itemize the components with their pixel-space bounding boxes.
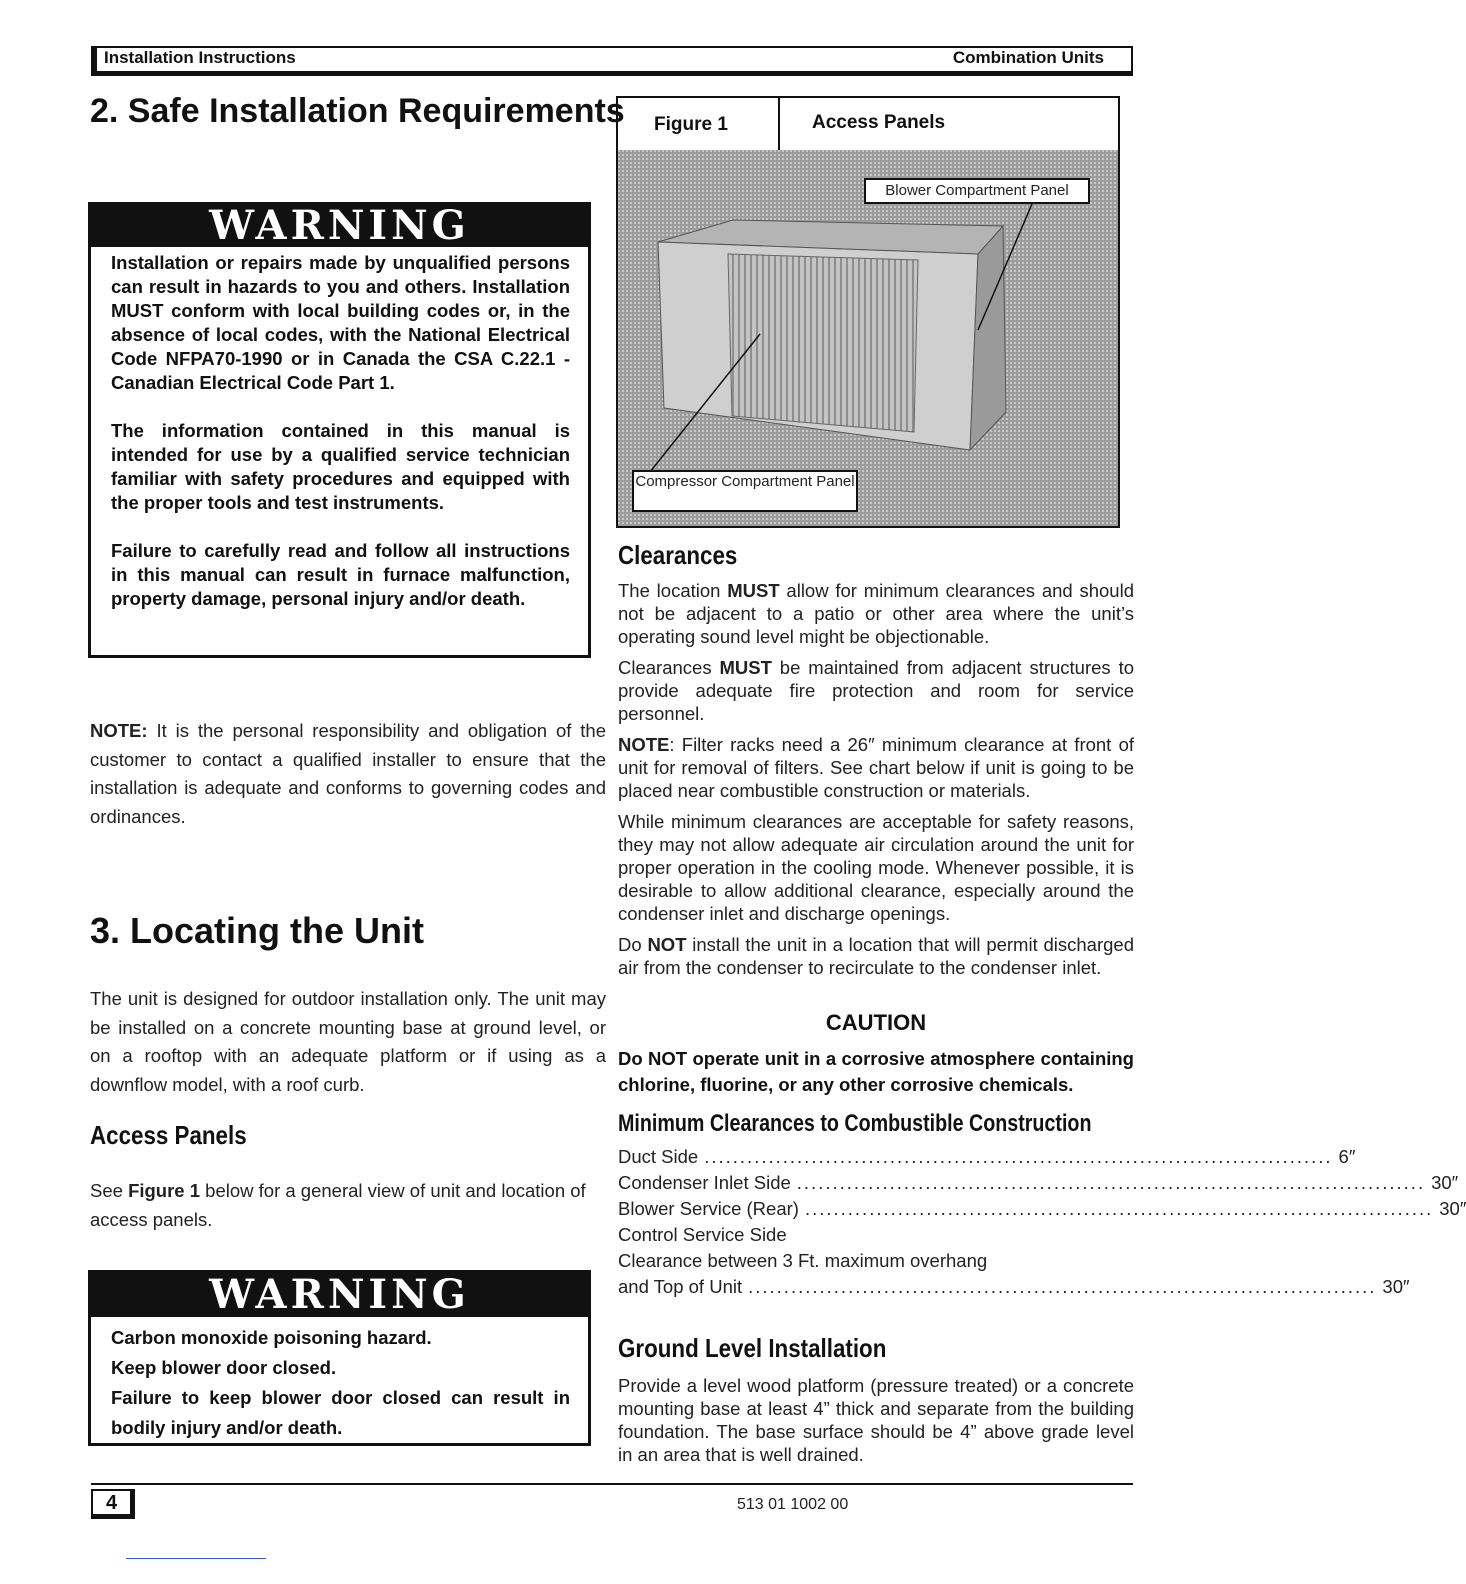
min-clearances-heading: Minimum Clearances to Combustible Construction: [618, 1110, 1092, 1137]
leader-dots: ........................................................................................: [796, 1172, 1426, 1193]
clearance-row: [618, 1274, 1410, 1300]
emphasis: MUST: [719, 657, 772, 678]
clearance-value: 30″: [1439, 1198, 1466, 1219]
warning-line: Carbon monoxide poisoning hazard.: [111, 1327, 432, 1348]
header-underline: [91, 71, 1133, 76]
warning-paragraph: The information contained in this manual is intended for use by a qualified service technician familiar with safety procedures and equipped with the proper tools and test instruments.: [111, 420, 570, 513]
note-text: It is the personal responsibility and obligation of the customer to contact a qualified installer to ensure that the installation is adequate and conforms to governing codes and ordinances.: [90, 720, 606, 827]
note-paragraph: [90, 717, 606, 831]
access-panels-heading: Access Panels: [90, 1120, 247, 1150]
clearance-label: Condenser Inlet Side: [618, 1172, 791, 1193]
caution-text: Do NOT operate unit in a corrosive atmosphere containing chlorine, fluorine, or any other corrosive chemicals.: [618, 1048, 1134, 1095]
callout-compressor-panel: Compressor Compartment Panel: [632, 470, 858, 512]
section-2-title: 2. Safe Installation Requirements: [90, 92, 625, 130]
access-panels-paragraph: [90, 1177, 606, 1234]
figure-reference: Figure 1: [128, 1180, 201, 1201]
leader-dots: ........................................................................................: [748, 1276, 1377, 1297]
footer-rule: [91, 1483, 1133, 1485]
clearances-note: [618, 733, 1134, 802]
clearance-value: 30″: [1382, 1276, 1410, 1297]
note-label: NOTE: [618, 734, 670, 755]
warning-label: WARNING: [91, 205, 588, 247]
warning-line: Failure to keep blower door closed can result in bodily injury and/or death.: [111, 1387, 570, 1438]
text-run: : Filter racks need a 26″ minimum clearance at front of unit for removal of filters. See chart below if unit is going to be placed near combustible construction or materials.: [618, 734, 1134, 801]
callout-blower-panel: Blower Compartment Panel: [864, 178, 1090, 204]
clearance-value: 6″: [1338, 1146, 1356, 1167]
clearances-paragraph: While minimum clearances are acceptable for safety reasons, they may not allow adequate air circulation around the unit for proper operation in the cooling mode. Whenever possible, it is desirable to allow additional clearance, especially around the condenser inlet and discharge openings.: [618, 811, 1134, 924]
warning-box-installation: [88, 202, 591, 658]
warning-box-carbon-monoxide: [88, 1270, 591, 1446]
section-3-title: 3. Locating the Unit: [90, 910, 425, 951]
text-run: Clearances: [618, 657, 720, 678]
note-label: NOTE:: [90, 720, 148, 741]
condenser-coil: [728, 254, 918, 432]
clearances-paragraph: [618, 933, 1134, 979]
clearance-row: [618, 1196, 1466, 1222]
ground-level-heading: Ground Level Installation: [618, 1333, 887, 1363]
leader-dots: ........................................................................................: [804, 1198, 1434, 1219]
text-run: The location: [618, 580, 728, 601]
text-run: Do: [618, 934, 648, 955]
clearance-row: [618, 1248, 1114, 1274]
warning-paragraph: Installation or repairs made by unqualified persons can result in hazards to you and others. Installation MUST conform with local building codes or, in the absence of local codes, with the National Electrical Code NFPA70-1990 or in Canada the CSA C.22.1 - Canadian Electrical Code Part 1.: [111, 252, 570, 393]
header-right-title: Combination Units: [952, 48, 1104, 67]
clearance-row: [618, 1222, 1114, 1248]
document-number: 513 01 1002 00: [737, 1496, 849, 1513]
text-run: be maintained from adjacent structures to provide adequate fire protection and room for service personnel.: [618, 657, 1134, 724]
text-run: allow for minimum clearances and should not be adjacent to a patio or other area where the unit’s operating sound level might be objectionable.: [618, 580, 1134, 647]
clearances-paragraph: [618, 656, 1134, 725]
leader-dots: ........................................................................................: [704, 1146, 1333, 1167]
figure-title: Access Panels: [812, 112, 946, 133]
clearance-row: [618, 1144, 1356, 1170]
decorative-line: [126, 1558, 266, 1559]
emphasis: NOT: [647, 934, 687, 955]
text-run: below for a general view of unit and location of access panels.: [90, 1180, 586, 1230]
figure-header-divider: [778, 98, 780, 150]
figure-1: [616, 96, 1120, 528]
clearance-value: 30″: [1431, 1172, 1459, 1193]
ground-level-paragraph: Provide a level wood platform (pressure treated) or a concrete mounting base at least 4” thick and separate from the building foundation. The base surface should be 4” above grade level in an area that is well drained.: [618, 1375, 1134, 1465]
emphasis: MUST: [727, 580, 780, 601]
clearances-heading: Clearances: [618, 540, 738, 570]
text-run: See: [90, 1180, 129, 1201]
clearance-label: Blower Service (Rear): [618, 1198, 799, 1219]
min-clearances-list: [618, 1144, 1466, 1300]
clearance-label: and Top of Unit: [618, 1276, 743, 1297]
clearance-row: [618, 1170, 1459, 1196]
figure-header: [618, 98, 1118, 152]
clearances-paragraph: [618, 579, 1134, 648]
header-tick: [91, 46, 97, 74]
warning-label: WARNING: [91, 1273, 588, 1317]
header-left-title: Installation Instructions: [104, 48, 296, 67]
warning-paragraph: Failure to carefully read and follow all instructions in this manual can result in furnace malfunction, property damage, personal injury and/or death.: [111, 540, 570, 609]
clearance-label: Control Service Side: [618, 1224, 787, 1245]
page-number: 4: [91, 1489, 135, 1519]
caution-title: CAUTION: [825, 1010, 927, 1035]
locating-paragraph: The unit is designed for outdoor installation only. The unit may be installed on a concrete mounting base at ground level, or on a rooftop with an adequate platform or if using as a downflow model, with a roof curb.: [90, 988, 606, 1095]
text-run: install the unit in a location that will permit discharged air from the condenser to recirculate to the condenser inlet.: [618, 934, 1134, 978]
unit-photo: [618, 150, 1118, 526]
figure-label: Figure 1: [654, 114, 728, 135]
warning-line: Keep blower door closed.: [111, 1357, 337, 1378]
clearance-label: Clearance between 3 Ft. maximum overhang: [618, 1250, 988, 1271]
clearance-label: Duct Side: [618, 1146, 699, 1167]
